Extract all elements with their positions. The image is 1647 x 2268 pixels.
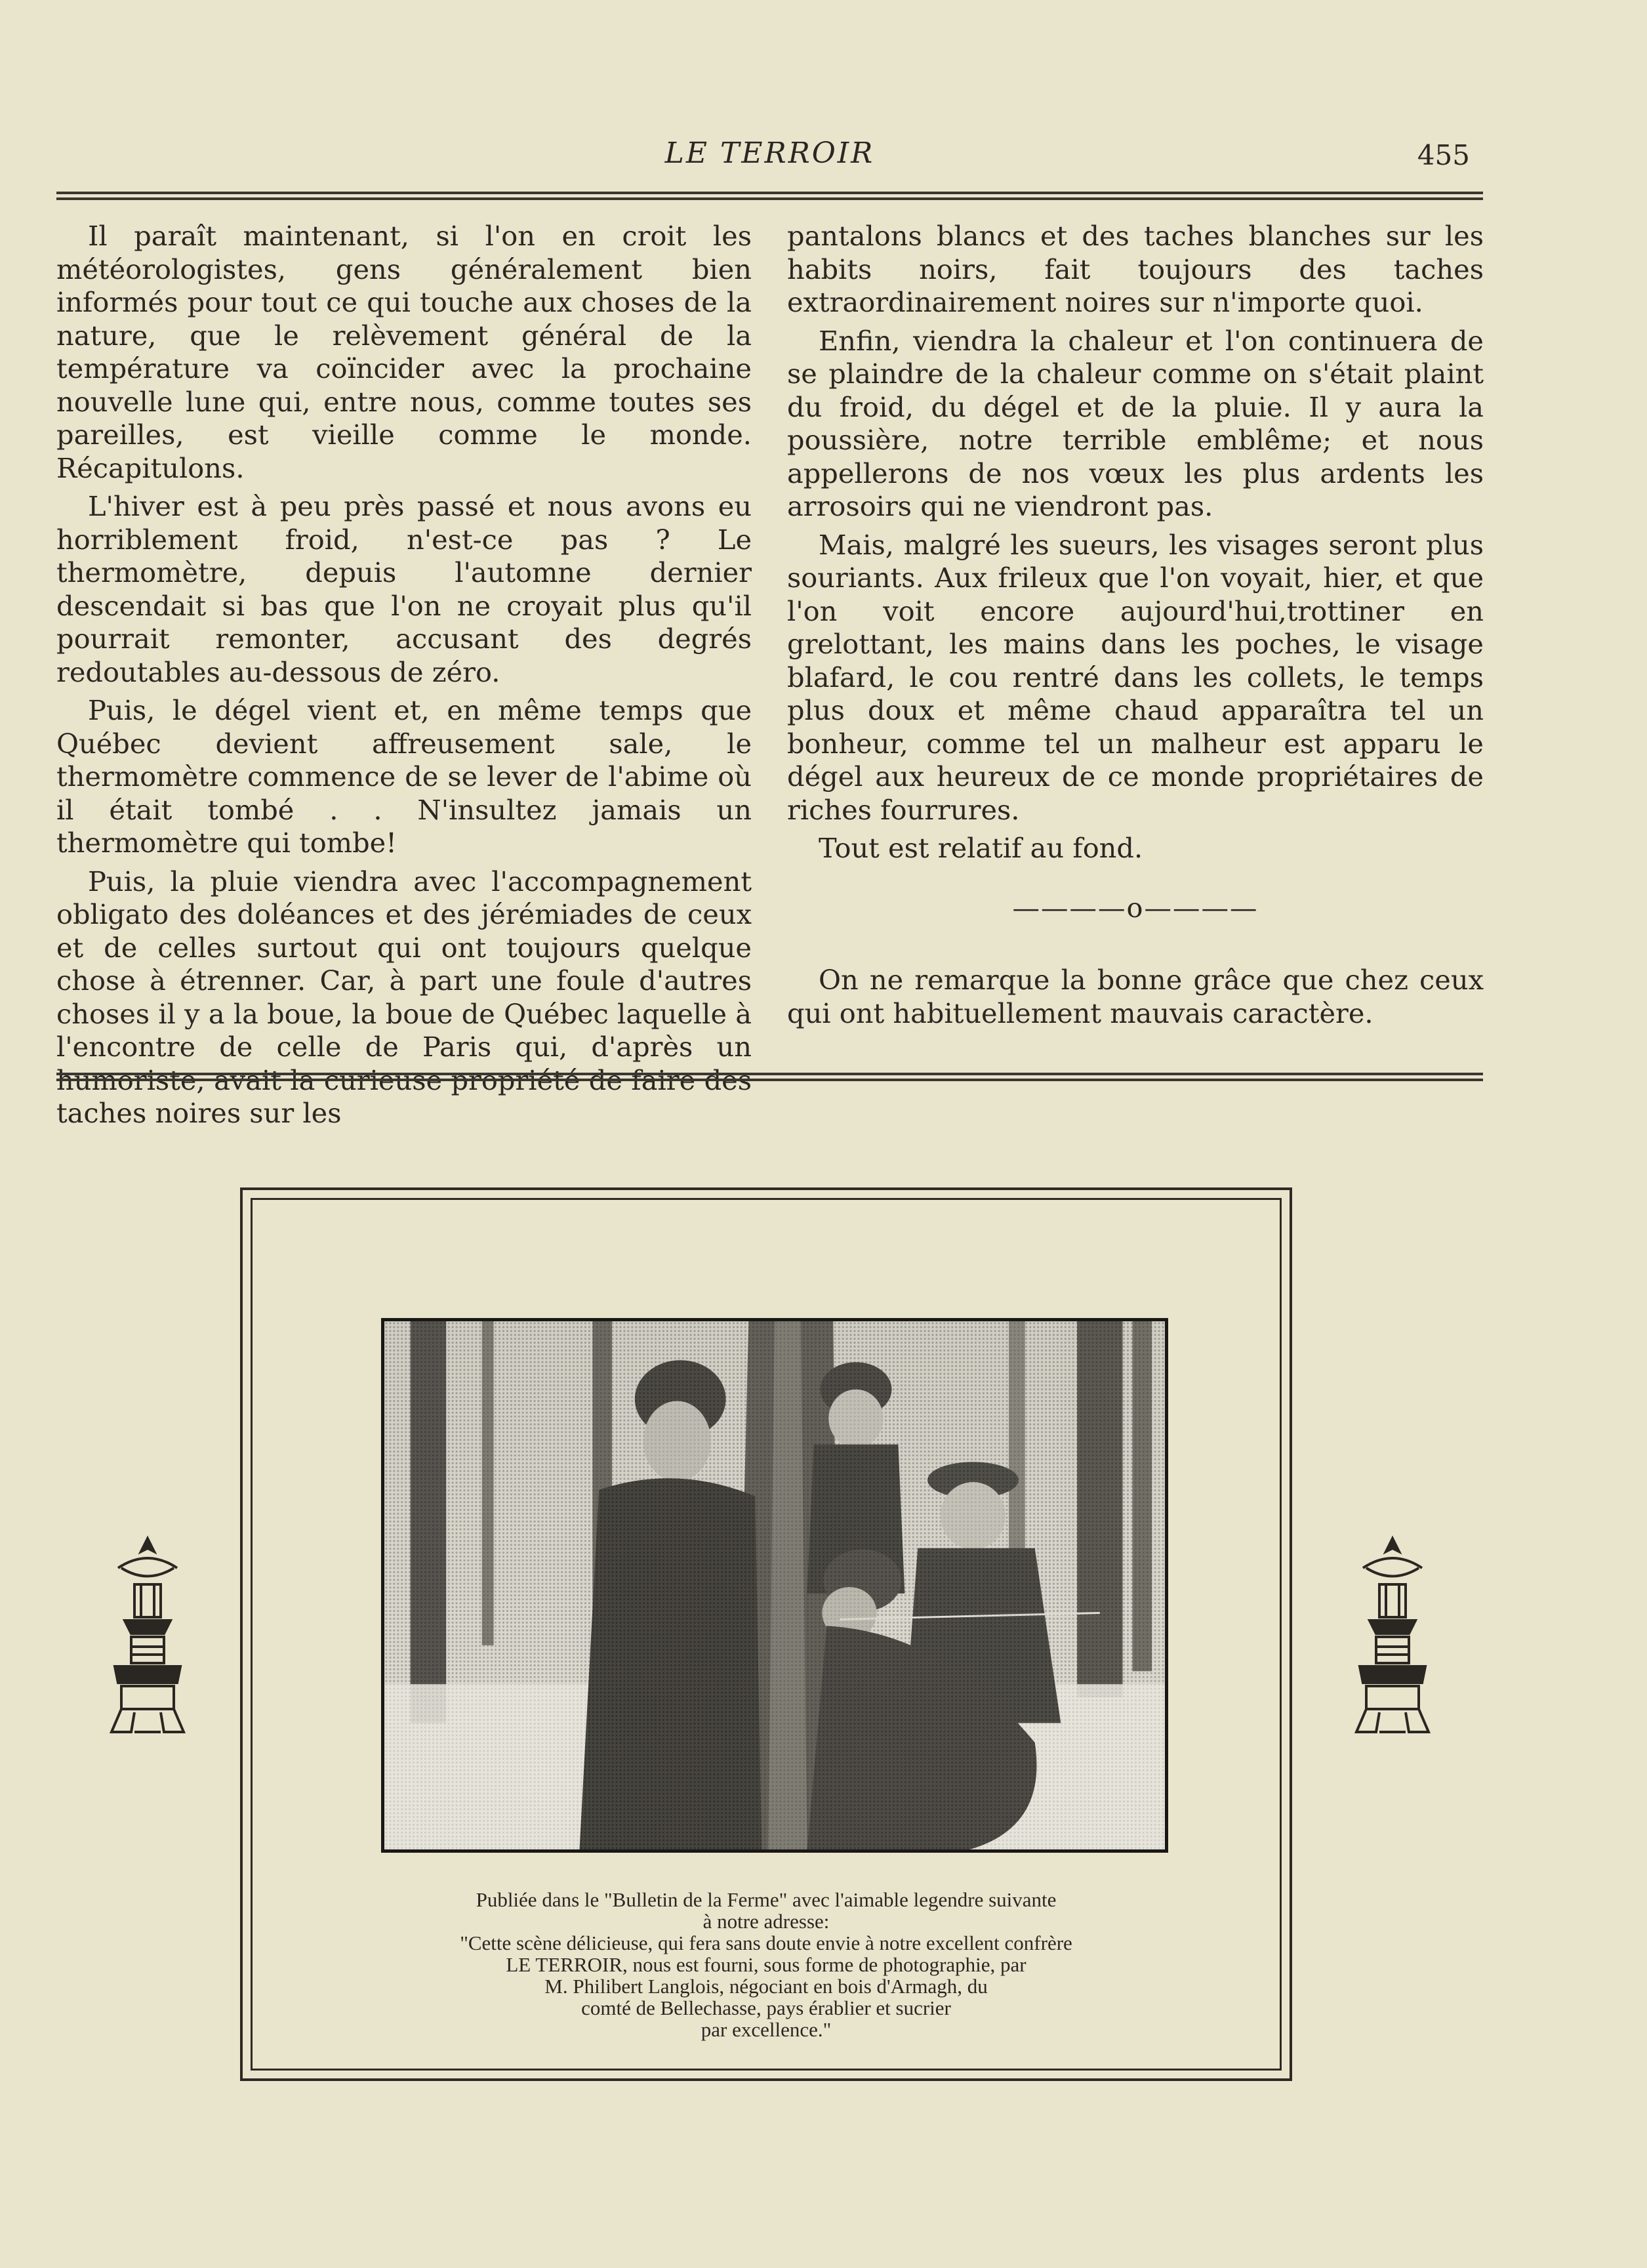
- section-rule: [56, 1073, 1483, 1081]
- section-separator: ————o————: [1012, 891, 1259, 924]
- running-title: LE TERROIR: [664, 136, 875, 170]
- figure-caption: [357, 1889, 1175, 2040]
- figure-inner-frame: [251, 1198, 1282, 2071]
- paragraph: Il paraît maintenant, si l'on en croit les météorologistes, gens généralement bien informés pour tout ce qui touche aux choses de la nature, que le relèvement général de la température va coïncider avec la prochaine nouvelle lune qui, entre nous, comme toutes ses pareilles, est vieille comme le monde. Récapitulons.: [56, 220, 752, 484]
- photograph-children-at-maple-tree: [381, 1318, 1168, 1853]
- caption-line: "Cette scène délicieuse, qui fera sans doute envie à notre excellent confrère: [460, 1931, 1072, 1954]
- left-column: [56, 220, 752, 1136]
- caption-line: Publiée dans le "Bulletin de la Ferme" avec l'aimable legendre suivante: [476, 1888, 1057, 1911]
- paragraph: Puis, la pluie viendra avec l'accompagnement obligato des doléances et des jérémiades de ceux et de celles surtout qui ont toujours quelque chose à étrenner. Car, à part une foule d'autres choses il y a la boue, la boue de Québec laquelle à l'encontre de celle de Paris qui, d'après un humoriste, avait la curieuse propriété de faire des taches noires sur les: [56, 865, 752, 1129]
- fountain-ornament-icon: [1350, 1535, 1435, 1739]
- running-header: [56, 131, 1483, 177]
- caption-line: comté de Bellechasse, pays érablier et sucrier: [581, 1996, 951, 2019]
- page-number: 455: [1417, 139, 1470, 171]
- paragraph: Enfin, viendra la chaleur et l'on continuera de se plaindre de la chaleur comme on s'était plaint du froid, du dégel et de la pluie. Il y aura la poussière, notre terrible emblême; et nous appellerons de nos vœux les plus ardents les arrosoirs qui ne viendront pas.: [787, 324, 1484, 522]
- maxim: On ne remarque la bonne grâce que chez ceux qui ont habituellement mauvais caractère.: [787, 964, 1484, 1029]
- paragraph: Puis, le dégel vient et, en même temps que Québec devient affreusement sale, le thermomètre commence de se lever de l'abime où il était tombé . . N'insultez jamais un thermomètre qui tombe!: [56, 694, 752, 859]
- caption-line: à notre adresse:: [702, 1910, 830, 1933]
- fountain-ornament-icon: [105, 1535, 190, 1739]
- paragraph: Tout est relatif au fond.: [819, 832, 1143, 864]
- header-rule: [56, 192, 1483, 200]
- paragraph: Mais, malgré les sueurs, les visages seront plus souriants. Aux frileux que l'on voyait, hier, et que l'on voit encore aujourd'hui,trottiner en grelottant, les mains dans les poches, le visage blafard, le cou rentré dans les collets, le temps plus doux et même chaud apparaîtra tel un bonheur, comme tel un malheur est apparu le dégel aux heureux de ce monde propriétaires de riches fourrures.: [787, 528, 1484, 826]
- figure-frame: [240, 1187, 1292, 2081]
- paragraph: L'hiver est à peu près passé et nous avons eu horriblement froid, n'est-ce pas ? Le thermomètre, depuis l'automne dernier descendait si bas que l'on ne croyait plus qu'il pourrait remonter, accusant des degrés redoutables au-dessous de zéro.: [56, 490, 752, 688]
- caption-line: LE TERROIR, nous est fourni, sous forme de photographie, par: [506, 1953, 1027, 1976]
- caption-line: M. Philibert Langlois, négociant en bois d'Armagh, du: [544, 1975, 988, 1998]
- caption-line: par excellence.": [701, 2018, 832, 2041]
- paragraph-continuation: pantalons blancs et des taches blanches sur les habits noirs, fait toujours des taches extraordinairement noires sur n'importe quoi.: [787, 220, 1484, 318]
- right-column: [787, 220, 1484, 1035]
